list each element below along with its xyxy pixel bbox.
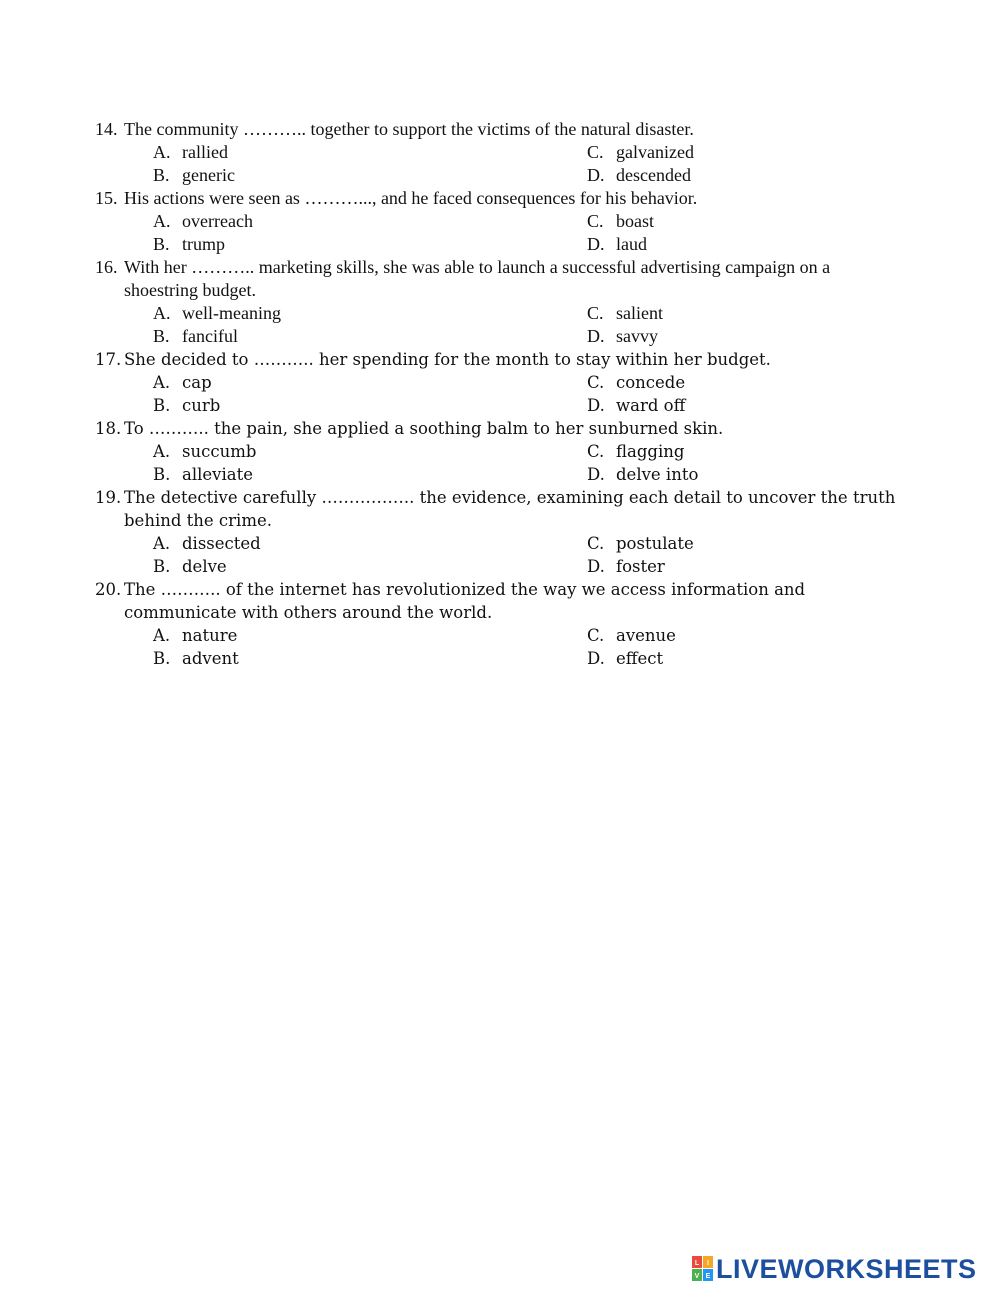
option-text: trump: [182, 234, 225, 254]
option-text: galvanized: [616, 142, 694, 162]
question-text: She decided to ……….. her spending for the month to stay within her budget.: [124, 350, 771, 369]
question-20: [95, 578, 915, 670]
worksheet: [95, 118, 915, 670]
option-c[interactable]: [587, 532, 887, 555]
liveworksheets-logo[interactable]: [692, 1253, 977, 1285]
question-text: With her ……….. marketing skills, she was able to launch a successful advertising campaign on a shoestring budget.: [124, 257, 831, 300]
option-text: avenue: [616, 626, 676, 645]
option-a[interactable]: [153, 302, 587, 325]
svg-text:I: I: [707, 1260, 709, 1267]
option-letter: B.: [153, 396, 171, 415]
option-letter: A.: [153, 442, 171, 461]
question-text: His actions were seen as ………..., and he faced consequences for his behavior.: [124, 188, 698, 208]
option-letter: C.: [587, 303, 604, 323]
option-letter: D.: [587, 465, 605, 484]
question-14: [95, 118, 915, 187]
option-letter: D.: [587, 326, 605, 346]
option-letter: A.: [153, 211, 171, 231]
option-letter: A.: [153, 534, 171, 553]
option-text: delve into: [616, 465, 699, 484]
option-b[interactable]: [153, 164, 587, 187]
option-text: cap: [182, 373, 212, 392]
option-text: postulate: [616, 534, 694, 553]
option-c[interactable]: [587, 141, 887, 164]
option-c[interactable]: [587, 371, 887, 394]
option-text: savvy: [616, 326, 658, 346]
option-letter: B.: [153, 326, 170, 346]
option-text: dissected: [182, 534, 261, 553]
option-d[interactable]: [587, 555, 887, 578]
svg-text:V: V: [694, 1273, 700, 1280]
question-15: [95, 187, 915, 256]
option-text: ward off: [616, 396, 686, 415]
option-text: alleviate: [182, 465, 253, 484]
option-b[interactable]: [153, 233, 587, 256]
question-number: 19.: [95, 488, 122, 507]
option-text: fanciful: [182, 326, 238, 346]
option-letter: D.: [587, 165, 605, 185]
svg-text:E: E: [705, 1273, 711, 1280]
question-text: The ……….. of the internet has revolutionized the way we access information and communicate with others around the world.: [124, 580, 806, 622]
option-b[interactable]: [153, 394, 587, 417]
option-text: overreach: [182, 211, 253, 231]
option-text: salient: [616, 303, 663, 323]
option-letter: D.: [587, 557, 605, 576]
option-text: laud: [616, 234, 647, 254]
option-text: effect: [616, 649, 664, 668]
option-text: advent: [182, 649, 239, 668]
option-letter: B.: [153, 465, 171, 484]
option-letter: C.: [587, 534, 605, 553]
question-text: The detective carefully …………….. the evidence, examining each detail to uncover the truth behind the crime.: [124, 488, 896, 530]
option-b[interactable]: [153, 555, 587, 578]
option-text: curb: [182, 396, 221, 415]
option-d[interactable]: [587, 325, 887, 348]
question-number: 18.: [95, 419, 122, 438]
option-text: nature: [182, 626, 238, 645]
option-letter: C.: [587, 442, 605, 461]
svg-text:L: L: [694, 1260, 700, 1267]
option-a[interactable]: [153, 624, 587, 647]
question-number: 14.: [95, 119, 118, 139]
question-18: [95, 417, 915, 486]
question-19: [95, 486, 915, 578]
option-text: generic: [182, 165, 235, 185]
option-letter: C.: [587, 211, 604, 231]
option-letter: B.: [153, 165, 170, 185]
option-b[interactable]: [153, 463, 587, 486]
option-d[interactable]: [587, 233, 887, 256]
option-c[interactable]: [587, 302, 887, 325]
option-c[interactable]: [587, 210, 887, 233]
option-letter: A.: [153, 303, 171, 323]
option-letter: D.: [587, 234, 605, 254]
option-d[interactable]: [587, 647, 887, 670]
option-a[interactable]: [153, 532, 587, 555]
question-16: [95, 256, 915, 348]
option-text: rallied: [182, 142, 228, 162]
option-text: well-meaning: [182, 303, 281, 323]
option-text: descended: [616, 165, 691, 185]
option-letter: A.: [153, 142, 171, 162]
option-a[interactable]: [153, 210, 587, 233]
option-text: flagging: [616, 442, 685, 461]
option-a[interactable]: [153, 141, 587, 164]
option-letter: A.: [153, 373, 171, 392]
option-b[interactable]: [153, 325, 587, 348]
option-a[interactable]: [153, 440, 587, 463]
option-text: delve: [182, 557, 227, 576]
option-letter: D.: [587, 396, 605, 415]
option-text: boast: [616, 211, 654, 231]
option-a[interactable]: [153, 371, 587, 394]
option-letter: A.: [153, 626, 171, 645]
question-number: 15.: [95, 188, 118, 208]
option-c[interactable]: [587, 440, 887, 463]
option-c[interactable]: [587, 624, 887, 647]
question-number: 20.: [95, 580, 122, 599]
option-letter: B.: [153, 557, 171, 576]
option-letter: B.: [153, 649, 171, 668]
option-letter: C.: [587, 373, 605, 392]
question-number: 16.: [95, 257, 118, 277]
option-d[interactable]: [587, 394, 887, 417]
option-letter: B.: [153, 234, 170, 254]
option-b[interactable]: [153, 647, 587, 670]
option-text: succumb: [182, 442, 257, 461]
option-letter: C.: [587, 626, 605, 645]
option-text: concede: [616, 373, 686, 392]
option-d[interactable]: [587, 463, 887, 486]
question-text: To ……….. the pain, she applied a soothing balm to her sunburned skin.: [124, 419, 724, 438]
option-letter: C.: [587, 142, 604, 162]
option-d[interactable]: [587, 164, 887, 187]
option-letter: D.: [587, 649, 605, 668]
question-text: The community ……….. together to support the victims of the natural disaster.: [124, 119, 694, 139]
question-17: [95, 348, 915, 417]
question-number: 17.: [95, 350, 122, 369]
option-text: foster: [616, 557, 665, 576]
logo-text: LIVEWORKSHEETS: [716, 1253, 977, 1284]
live-blocks-icon: [692, 1256, 714, 1282]
